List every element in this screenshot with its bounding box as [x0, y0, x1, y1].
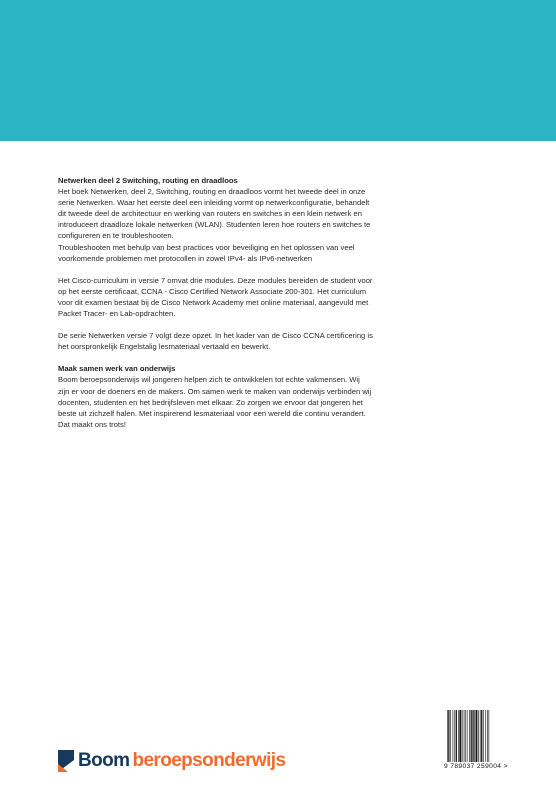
- boom-logo-mark-icon: [58, 750, 74, 772]
- barcode-bar: [474, 710, 475, 762]
- barcode-bar: [487, 710, 488, 762]
- paragraph-gap: [58, 352, 448, 363]
- barcode-bar: [485, 710, 486, 762]
- paragraph-line: serie Netwerken. Waar het eerste deel een inleiding vormt op netwerkconfiguratie, behandelt: [58, 198, 370, 208]
- barcode-bar: [456, 710, 457, 762]
- barcode-bar: [464, 710, 465, 762]
- back-cover-text: [58, 175, 448, 430]
- barcode-bar: [467, 710, 468, 762]
- barcode-bar: [483, 710, 484, 762]
- paragraph-line: De serie Netwerken versie 7 volgt deze opzet. In het kader van de Cisco CCNA certificering is: [58, 331, 373, 341]
- barcode-bar: [481, 710, 482, 762]
- barcode-bar: [458, 710, 459, 762]
- paragraph-line: docenten, studenten en het bedrijfsleven met elkaar. Zo zorgen we ervoor dat jongeren het: [58, 397, 363, 407]
- paragraph-line: Boom beroepsonderwijs wil jongeren helpen zich te ontwikkelen tot echte vakmensen. Wij: [58, 375, 360, 385]
- top-color-band: [0, 0, 556, 141]
- barcode-bar: [447, 710, 448, 762]
- barcode-bar: [450, 710, 451, 762]
- barcode-bar: [469, 710, 470, 762]
- barcode-bar: [471, 710, 472, 762]
- paragraph-line: beste uit zichzelf halen. Met inspirerend lesmateriaal voor een wereld die continu verandert.: [58, 408, 366, 418]
- barcode-bar: [480, 710, 481, 762]
- paragraph-gap: [58, 319, 448, 330]
- barcode-bar: [459, 710, 461, 762]
- barcode-bar: [454, 710, 455, 762]
- paragraph-line: introduceert draadloze lokale netwerken (WLAN). Studenten leren hoe routers en switches te: [58, 220, 371, 230]
- paragraph-line: voorkomende problemen met protocollen in zowel IPv4- als IPv6-netwerken: [58, 253, 313, 263]
- barcode-bar: [465, 710, 466, 762]
- paragraph-line: Het Cisco-curriculum in versie 7 omvat drie modules. Deze modules bereiden de student voor: [58, 275, 373, 285]
- paragraph-line: configureren en te troubleshooten.: [58, 231, 174, 241]
- barcode-bar: [472, 710, 473, 762]
- logo-word-boom: Boom: [78, 750, 130, 771]
- publisher-logo: [58, 748, 285, 774]
- paragraph-line: Het boek Netwerken, deel 2, Switching, routing en draadloos vormt het tweede deel in onze: [58, 187, 366, 197]
- paragraph-line: zijn er voor de doeners en de makers. Om samen werk te maken van onderwijs verbinden wij: [58, 386, 372, 396]
- logo-word-beroepsonderwijs: beroepsonderwijs: [132, 750, 286, 771]
- section-heading-netwerken: Netwerken deel 2 Switching, routing en draadloos: [58, 176, 238, 185]
- paragraph-line: Troubleshooten met behulp van best practices voor beveiliging en het oplossen van veel: [58, 242, 355, 252]
- barcode-bar: [453, 710, 454, 762]
- barcode-bar: [489, 710, 490, 762]
- barcode-bar: [478, 710, 479, 762]
- paragraph-line: Packet Tracer- en Lab-opdrachten.: [58, 309, 176, 319]
- section-heading-onderwijs: Maak samen werk van onderwijs: [58, 364, 176, 374]
- barcode-bars-icon: [447, 710, 509, 762]
- barcode-bar: [462, 710, 463, 762]
- isbn-barcode: [444, 708, 512, 774]
- barcode-bar: [476, 710, 478, 762]
- barcode-bar: [448, 710, 449, 762]
- paragraph-line: dit tweede deel de architectuur en werking van routers en switches in een klein netwerk en: [58, 209, 362, 219]
- paragraph-gap: [58, 264, 448, 275]
- paragraph-line: Dat maakt ons trots!: [58, 419, 126, 429]
- paragraph-line: voor dit examen bestaat bij de Cisco Network Academy met online materiaal, aangevuld met: [58, 297, 369, 307]
- isbn-number: 9 789037 259004 >: [444, 763, 508, 770]
- paragraph-line: het oorspronkelijk Engelstalig lesmateriaal vertaald en bewerkt.: [58, 342, 271, 352]
- paragraph-line: op het eerste certificaat, CCNA - Cisco Certified Network Associate 200-301. Het curriculum: [58, 286, 367, 296]
